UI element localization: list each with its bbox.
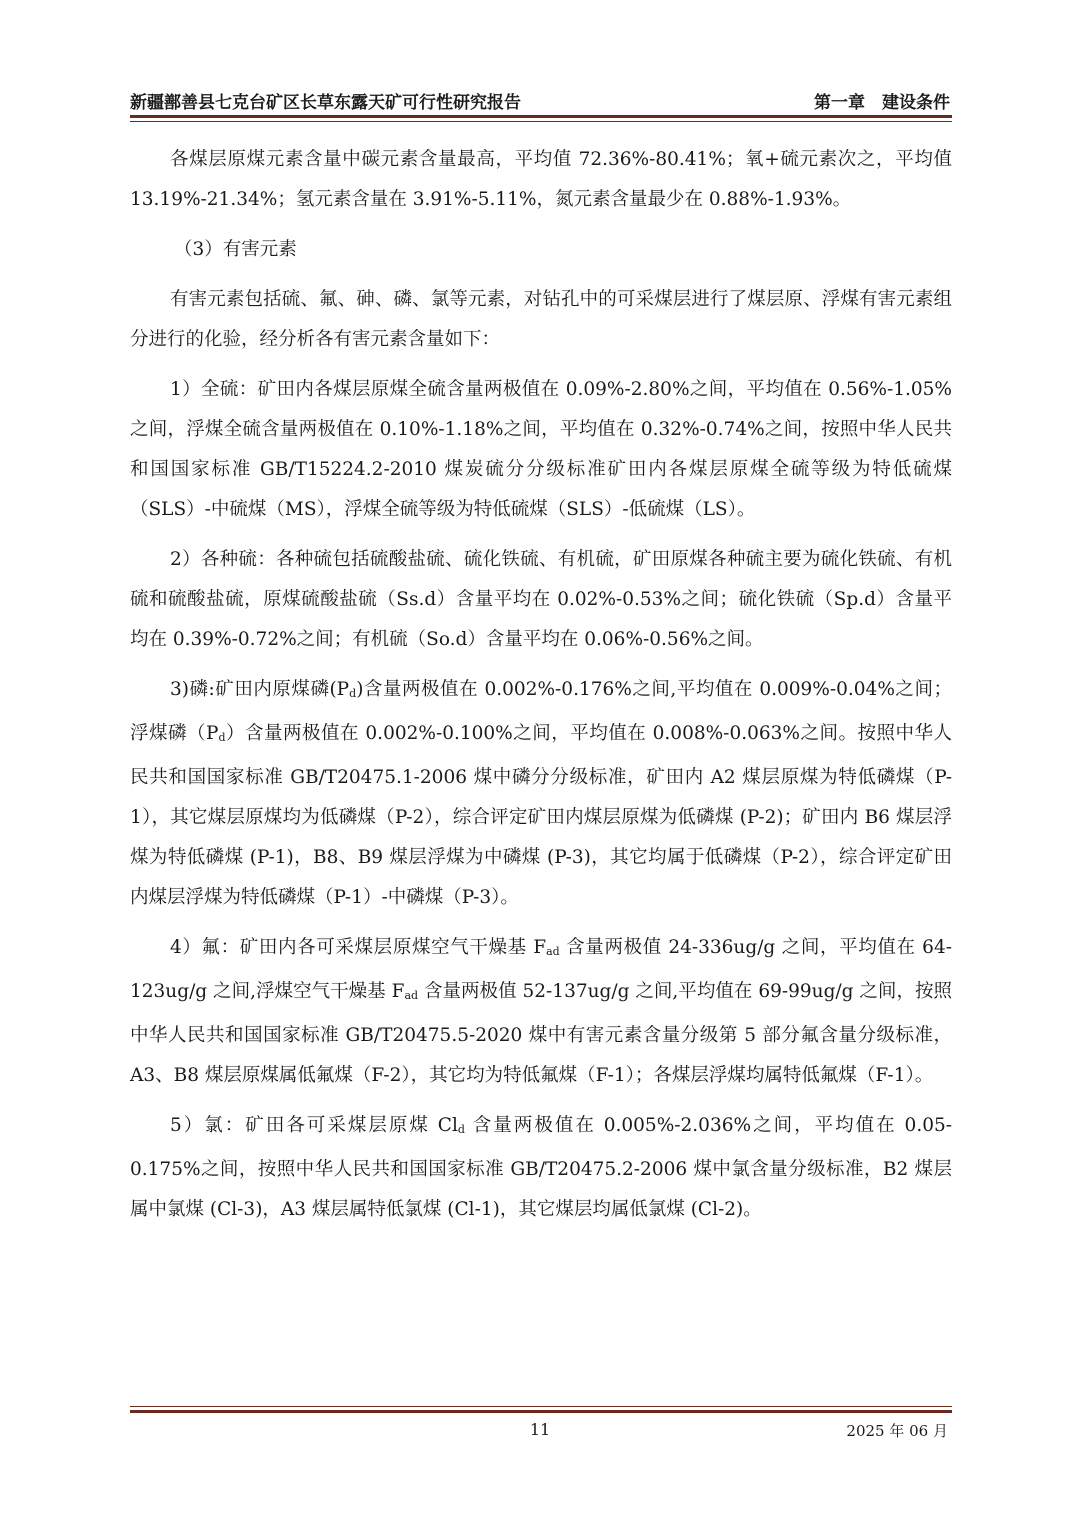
footer-rule-thin — [130, 1406, 952, 1407]
paragraph-sulfur-forms: 2）各种硫：各种硫包括硫酸盐硫、硫化铁硫、有机硫，矿田原煤各种硫主要为硫化铁硫、有机硫和硫酸盐硫，原煤硫酸盐硫（Ss.d）含量平均在 0.02%-0.53%之间；硫化铁硫（Sp.d）含量平均在 0.39%-0.72%之间；有机硫（So.d）含量平均在 0.06%-0.56%之间。 — [130, 549, 952, 650]
page-header — [130, 86, 950, 116]
report-date: 2025 年 06 月 — [846, 1422, 948, 1440]
paragraph-harmful-intro: 有害元素包括硫、氟、砷、磷、氯等元素，对钻孔中的可采煤层进行了煤层原、浮煤有害元素组分进行的化验，经分析各有害元素含量如下： — [130, 289, 952, 350]
phosphorus-text-2: )含量两极值在 0.002%-0.176%之间,平均值在 0.009%-0.04%之间；浮煤磷（P — [130, 679, 952, 744]
footer-rule-thick — [130, 1410, 952, 1413]
chlorine-text-2: 含量两极值在 0.005%-2.036%之间，平均值在 0.05-0.175%之间，按照中华人民共和国国家标准 GB/T20475.2-2006 煤中氯含量分级标准，B2 煤层属中氯煤 (Cl-3)，A3 煤层属特低氯煤 (Cl-1)，其它煤层均属低氯煤 (Cl-2)。 — [130, 1115, 952, 1220]
header-rule-thick — [130, 115, 952, 118]
fluorine-text-2: 含量两极值 24-336ug/g 之间，平均值在 64-123ug/g 之间,浮煤空气干燥基 F — [130, 937, 952, 1002]
paragraph-chlorine — [130, 1106, 952, 1230]
paragraph-elements: 各煤层原煤元素含量中碳元素含量最高，平均值 72.36%-80.41%；氧+硫元素次之，平均值 13.19%-21.34%；氢元素含量在 3.91%-5.11%，氮元素含量最少在 0.88%-1.93%。 — [130, 149, 952, 210]
subscript-d: d — [218, 731, 226, 744]
paragraph-fluorine — [130, 928, 952, 1096]
subscript-d: d — [349, 687, 357, 700]
subscript-ad: ad — [404, 989, 419, 1002]
subscript-ad: ad — [546, 945, 560, 958]
fluorine-text-3: 含量两极值 52-137ug/g 之间,平均值在 69-99ug/g 之间，按照中华人民共和国国家标准 GB/T20475.5-2020 煤中有害元素含量分级第 5 部分氟含量分级标准，A3、B8 煤层原煤属低氟煤（F-2），其它均为特低氟煤（F-1）；各煤层浮煤均属特低氟煤（F-1）。 — [130, 981, 953, 1086]
page-number: 11 — [529, 1420, 551, 1439]
phosphorus-text-1: 3)磷:矿田内原煤磷(P — [170, 679, 350, 700]
subscript-d: d — [457, 1123, 465, 1136]
fluorine-text-1: 4）氟：矿田内各可采煤层原煤空气干燥基 F — [170, 937, 547, 958]
header-rule-thin — [130, 121, 952, 122]
document-body — [130, 140, 952, 1240]
chapter-title: 第一章 建设条件 — [814, 93, 950, 113]
phosphorus-text-3: ）含量两极值在 0.002%-0.100%之间，平均值在 0.008%-0.063%之间。按照中华人民共和国国家标准 GB/T20475.1-2006 煤中磷分分级标准，矿田内 A2 煤层原煤为特低磷煤（P-1），其它煤层原煤均为低磷煤（P-2），综合评定矿田内煤层原煤为低磷煤 (P-2)；矿田内 B6 煤层浮煤为特低磷煤 (P-1)，B8、B9 煤层浮煤为中磷煤 (P-3)，其它均属于低磷煤（P-2），综合评定矿田内煤层浮煤为特低磷煤（P-1）-中磷煤（P-3）。 — [130, 723, 952, 908]
report-title: 新疆鄯善县七克台矿区长草东露天矿可行性研究报告 — [130, 93, 521, 113]
chlorine-text-1: 5）氯：矿田各可采煤层原煤 Cl — [170, 1115, 458, 1136]
paragraph-phosphorus — [130, 670, 952, 918]
paragraph-total-sulfur: 1）全硫：矿田内各煤层原煤全硫含量两极值在 0.09%-2.80%之间，平均值在 0.56%-1.05%之间，浮煤全硫含量两极值在 0.10%-1.18%之间，平均值在 0.32%-0.74%之间，按照中华人民共和国国家标准 GB/T15224.2-2010 煤炭硫分分级标准矿田内各煤层原煤全硫等级为特低硫煤（SLS）-中硫煤（MS），浮煤全硫等级为特低硫煤（SLS）-低硫煤（LS）。 — [130, 379, 952, 520]
section-heading: （3）有害元素 — [174, 239, 297, 260]
